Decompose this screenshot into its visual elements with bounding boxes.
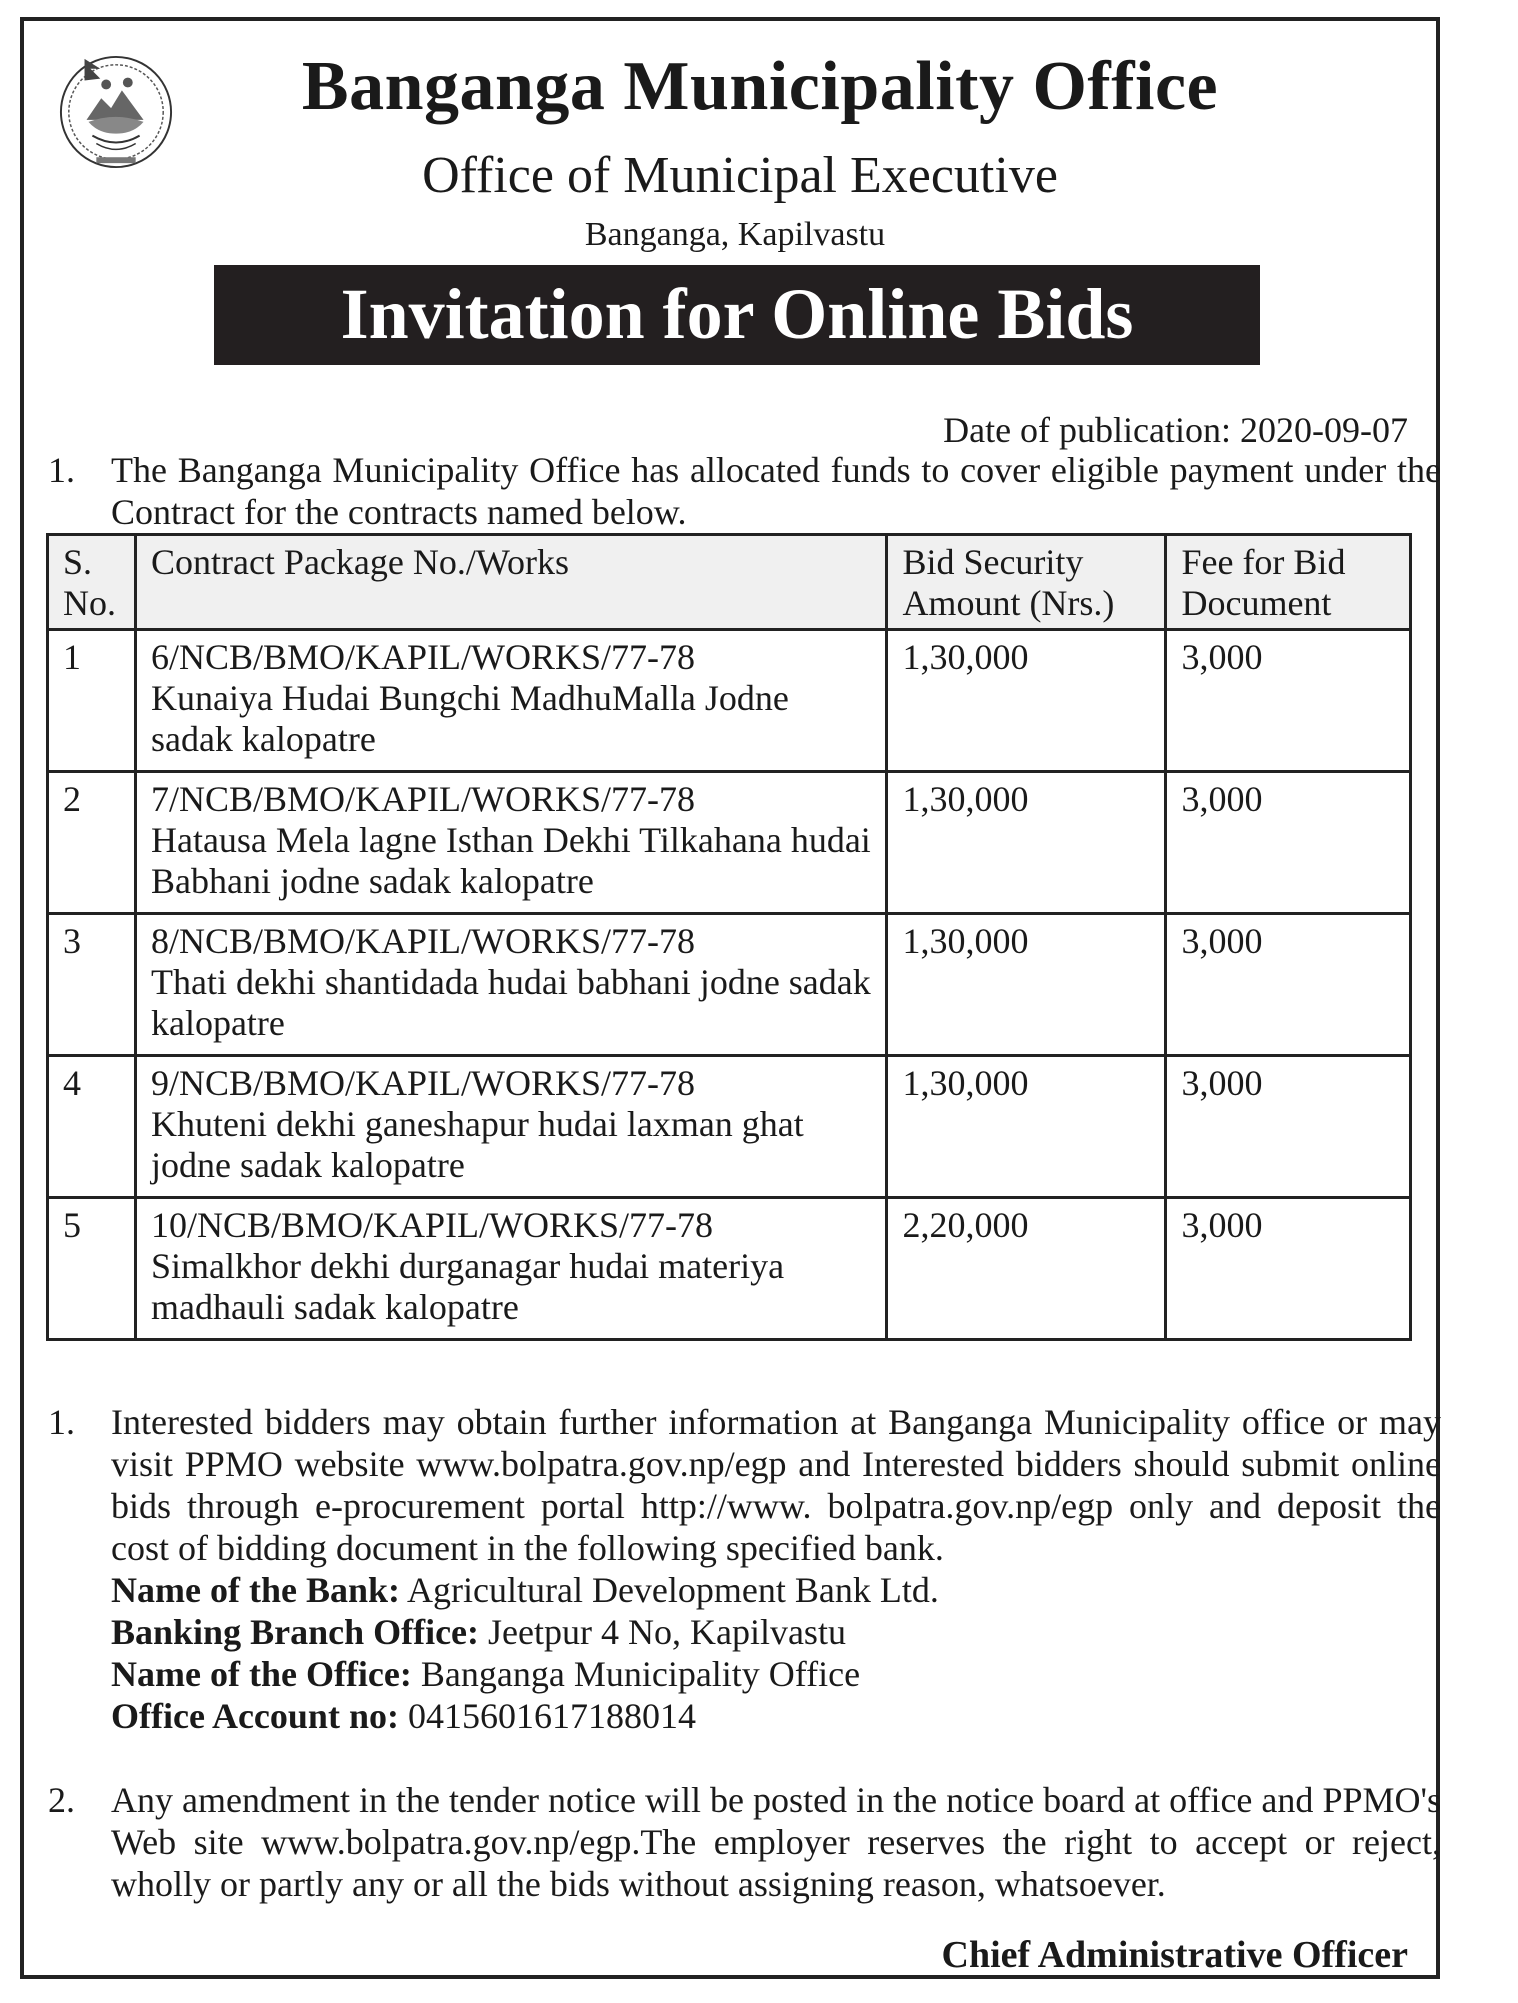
bank-branch-label: Banking Branch Office: <box>111 1612 480 1652</box>
bank-branch-line <box>111 1611 1441 1653</box>
note-2-number: 2. <box>48 1780 75 1820</box>
office-address: Banganga, Kapilvastu <box>584 216 886 253</box>
notice-banner: Invitation for Online Bids <box>214 265 1260 365</box>
table-row <box>48 1056 1411 1198</box>
bank-name-line <box>111 1569 1441 1611</box>
header-sno: S. No. <box>48 535 136 630</box>
cell-package <box>135 772 886 914</box>
cell-sno: 3 <box>48 914 136 1056</box>
bids-table <box>46 533 1412 1341</box>
cell-package <box>135 1056 886 1198</box>
cell-fee: 3,000 <box>1166 1198 1411 1340</box>
office-name-label: Name of the Office: <box>111 1654 412 1694</box>
signature: Chief Administrative Officer <box>941 1934 1408 1976</box>
cell-package <box>135 630 886 772</box>
table-row <box>48 1198 1411 1340</box>
note-2 <box>48 1779 1441 1905</box>
cell-fee: 3,000 <box>1166 1056 1411 1198</box>
package-code: 10/NCB/BMO/KAPIL/WORKS/77-78 <box>150 1205 714 1245</box>
note-1-number: 1. <box>48 1402 75 1442</box>
account-line <box>111 1695 1441 1737</box>
header-security: Bid Security Amount (Nrs.) <box>887 535 1166 630</box>
cell-security: 1,30,000 <box>887 630 1166 772</box>
package-work: Kunaiya Hudai Bungchi MadhuMalla Jodne sadak kalopatre <box>150 678 789 759</box>
table-header-row <box>48 535 1411 630</box>
package-work: Hatausa Mela lagne Isthan Dekhi Tilkahana hudai Babhani jodne sadak kalopatre <box>150 820 871 901</box>
office-subtitle: Office of Municipal Executive <box>422 147 1058 204</box>
notice-frame <box>20 17 1440 1979</box>
table-row <box>48 772 1411 914</box>
account-label: Office Account no: <box>111 1696 399 1736</box>
notice-header <box>24 21 1436 401</box>
package-code: 8/NCB/BMO/KAPIL/WORKS/77-78 <box>150 921 696 961</box>
office-title: Banganga Municipality Office <box>301 48 1219 125</box>
table-row <box>48 914 1411 1056</box>
cell-sno: 1 <box>48 630 136 772</box>
cell-security: 1,30,000 <box>887 914 1166 1056</box>
office-name-line <box>111 1653 1441 1695</box>
cell-package <box>135 1198 886 1340</box>
publication-date-value: 2020-09-07 <box>1240 410 1408 450</box>
cell-fee: 3,000 <box>1166 772 1411 914</box>
account-number: 0415601617188014 <box>407 1696 696 1736</box>
package-code: 9/NCB/BMO/KAPIL/WORKS/77-78 <box>150 1063 696 1103</box>
intro-paragraph <box>48 449 1441 533</box>
cell-security: 2,20,000 <box>887 1198 1166 1340</box>
publication-date <box>943 409 1408 451</box>
note-2-text: Any amendment in the tender notice will be posted in the notice board at office and PPMO's Web site www.bolpatra.gov.np/egp.The employer reserves the right to accept or reject, wholly or partly any or all the bids without assigning reason, whatsoever. <box>111 1780 1441 1904</box>
bank-name-label: Name of the Bank: <box>111 1570 400 1610</box>
cell-fee: 3,000 <box>1166 914 1411 1056</box>
package-code: 6/NCB/BMO/KAPIL/WORKS/77-78 <box>150 637 696 677</box>
cell-security: 1,30,000 <box>887 1056 1166 1198</box>
cell-security: 1,30,000 <box>887 772 1166 914</box>
table-row <box>48 630 1411 772</box>
cell-fee: 3,000 <box>1166 630 1411 772</box>
header-fee: Fee for Bid Document <box>1166 535 1411 630</box>
cell-package <box>135 914 886 1056</box>
bank-name: Agricultural Development Bank Ltd. <box>407 1570 939 1610</box>
cell-sno: 5 <box>48 1198 136 1340</box>
office-name: Banganga Municipality Office <box>420 1654 861 1694</box>
intro-number: 1. <box>48 450 75 490</box>
package-code: 7/NCB/BMO/KAPIL/WORKS/77-78 <box>150 779 696 819</box>
publication-date-label: Date of publication: <box>943 410 1232 450</box>
cell-sno: 4 <box>48 1056 136 1198</box>
header-package: Contract Package No./Works <box>135 535 886 630</box>
package-work: Khuteni dekhi ganeshapur hudai laxman ghat jodne sadak kalopatre <box>150 1104 804 1185</box>
note-1-text: Interested bidders may obtain further information at Banganga Municipality office or may visit PPMO website www.bolpatra.gov.np/egp and Interested bidders should submit online bids through e-procurement portal http://www. bolpatra.gov.np/egp only and deposit the cost of bidding document in the following specified bank. <box>111 1402 1441 1568</box>
cell-sno: 2 <box>48 772 136 914</box>
intro-text: The Banganga Municipality Office has allocated funds to cover eligible payment under the Contract for the contracts named below. <box>111 450 1441 532</box>
bank-branch: Jeetpur 4 No, Kapilvastu <box>488 1612 846 1652</box>
note-1 <box>48 1401 1441 1737</box>
package-work: Simalkhor dekhi durganagar hudai materiya madhauli sadak kalopatre <box>150 1246 785 1327</box>
package-work: Thati dekhi shantidada hudai babhani jodne sadak kalopatre <box>150 962 871 1043</box>
